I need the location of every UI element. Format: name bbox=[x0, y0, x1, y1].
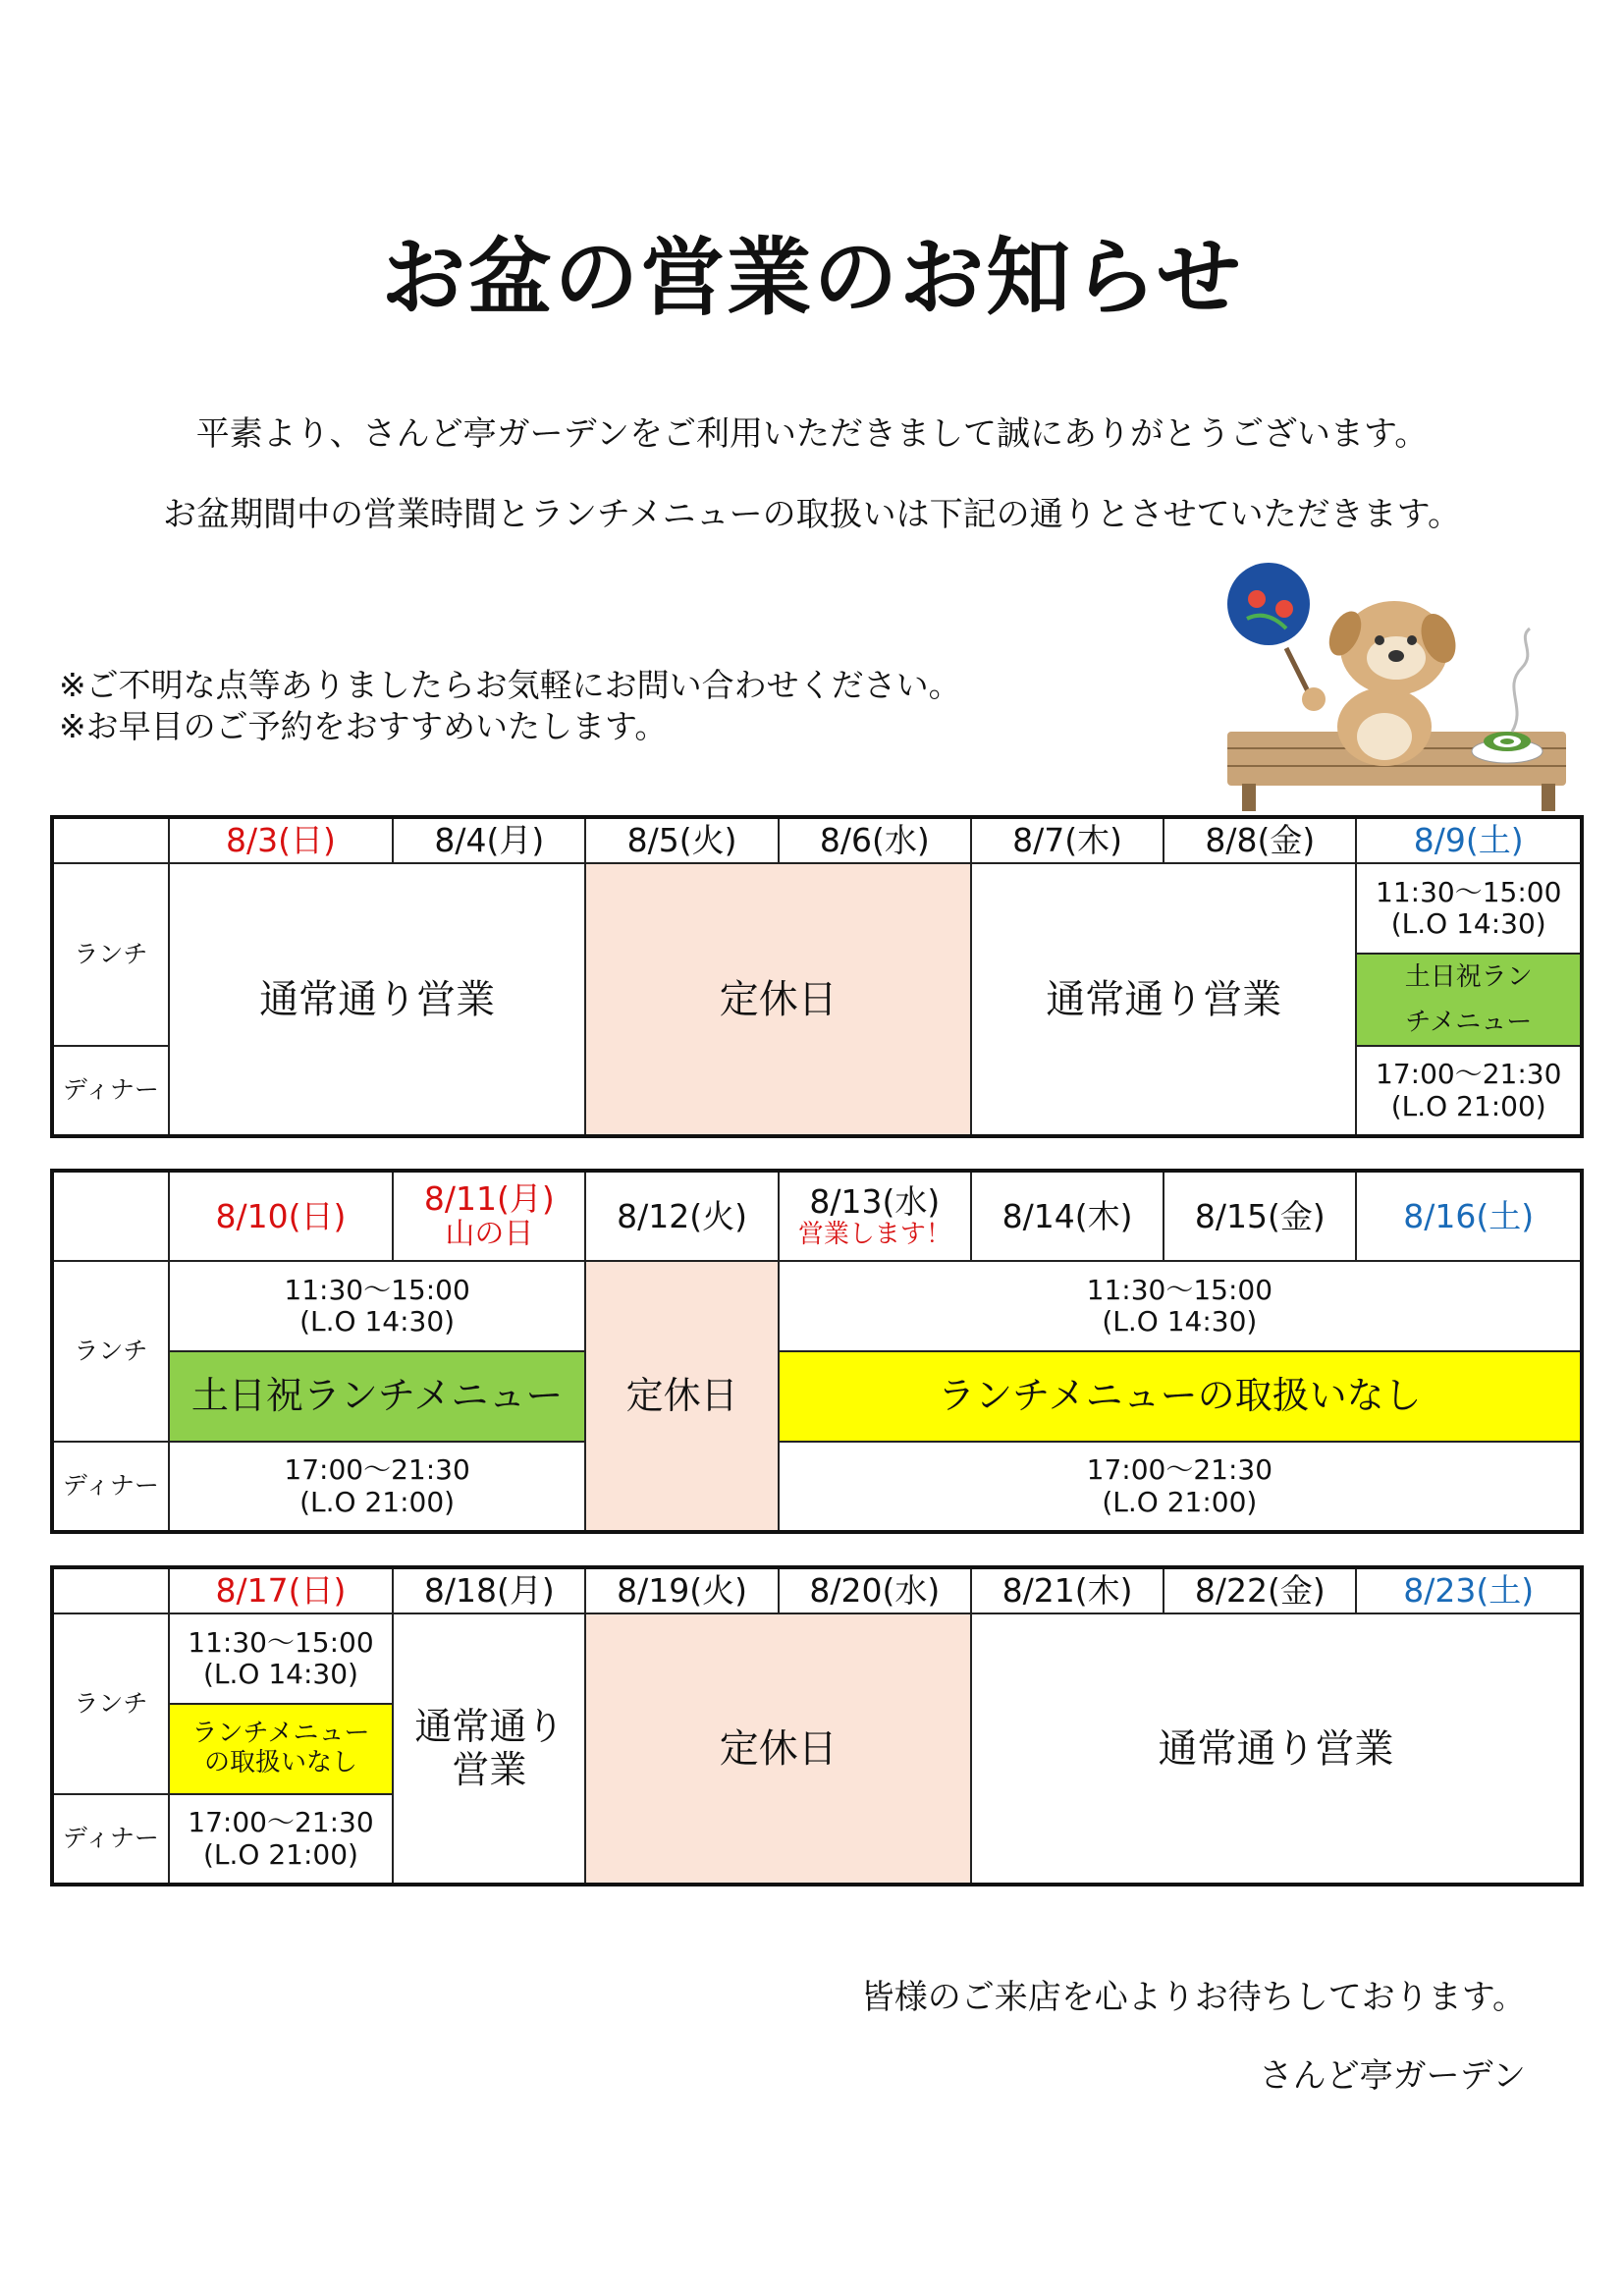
dinner-last-order: (L.O 21:00) bbox=[1102, 1485, 1258, 1518]
date-header: 8/14(木) bbox=[971, 1171, 1164, 1261]
dinner-time: 17:00〜21:30 bbox=[284, 1453, 470, 1487]
date-header: 8/8(金) bbox=[1164, 817, 1356, 863]
lunch-hours-cell bbox=[779, 1261, 1582, 1351]
date-header: 8/18(月) bbox=[393, 1567, 585, 1613]
row-label-lunch: ランチ bbox=[52, 863, 169, 1046]
row-label-lunch: ランチ bbox=[52, 1613, 169, 1794]
closing-message: 皆様のご来店を心よりお待ちしております。 bbox=[860, 1978, 1526, 2017]
row-label-dinner: ディナー bbox=[52, 1794, 169, 1885]
normal-line-1: 通常通り bbox=[414, 1704, 565, 1748]
date-header: 8/6(水) bbox=[779, 817, 971, 863]
normal-business-cell: 通常通り営業 bbox=[971, 1613, 1582, 1885]
date-header: 8/19(火) bbox=[585, 1567, 778, 1613]
dinner-last-order: (L.O 21:00) bbox=[1390, 1089, 1546, 1122]
date-header: 8/5(火) bbox=[585, 817, 778, 863]
date-header: 8/21(木) bbox=[971, 1567, 1164, 1613]
date-text: 8/13(水) bbox=[809, 1181, 941, 1221]
row-label-lunch: ランチ bbox=[52, 1261, 169, 1442]
date-header-holiday bbox=[393, 1171, 585, 1261]
date-header: 8/16(土) bbox=[1356, 1171, 1582, 1261]
date-text: 8/11(月) bbox=[423, 1179, 555, 1219]
lunch-time: 11:30〜15:00 bbox=[1376, 875, 1562, 908]
lunch-last-order: (L.O 14:30) bbox=[1390, 907, 1546, 940]
closed-day-cell: 定休日 bbox=[585, 863, 971, 1136]
date-header: 8/20(水) bbox=[779, 1567, 971, 1613]
schedule-week-1 bbox=[50, 815, 1584, 1138]
date-header: 8/7(木) bbox=[971, 817, 1164, 863]
lunch-last-order: (L.O 14:30) bbox=[202, 1658, 358, 1690]
normal-business-cell: 通常通り営業 bbox=[169, 863, 586, 1136]
schedule-week-2 bbox=[50, 1169, 1584, 1534]
dinner-hours-cell bbox=[1356, 1046, 1582, 1136]
dinner-time: 17:00〜21:30 bbox=[1086, 1453, 1273, 1487]
lunch-hours-cell bbox=[1356, 863, 1582, 954]
date-header: 8/22(金) bbox=[1164, 1567, 1356, 1613]
open-notice: 営業します！ bbox=[797, 1219, 951, 1249]
page-title: お盆の営業のお知らせ bbox=[381, 229, 1243, 327]
dog-bench-illustration bbox=[1218, 560, 1581, 815]
lunch-hours-cell bbox=[169, 1261, 586, 1351]
date-header: 8/17(日) bbox=[169, 1567, 393, 1613]
intro-line-1: 平素より、さんど亭ガーデンをご利用いただきまして誠にありがとうございます。 bbox=[195, 414, 1429, 454]
dinner-last-order: (L.O 21:00) bbox=[299, 1485, 456, 1518]
corner-cell bbox=[52, 1567, 169, 1613]
date-header: 8/10(日) bbox=[169, 1171, 393, 1261]
row-label-dinner: ディナー bbox=[52, 1046, 169, 1136]
lunch-last-order: (L.O 14:30) bbox=[1102, 1305, 1258, 1338]
date-header: 8/9(土) bbox=[1356, 817, 1582, 863]
normal-business-cell bbox=[393, 1613, 585, 1885]
note-line-2: ※お早目のご予約をおすすめいたします。 bbox=[59, 707, 668, 745]
dinner-time: 17:00〜21:30 bbox=[188, 1806, 374, 1839]
no-menu-line-1: ランチメニュー bbox=[191, 1719, 370, 1749]
corner-cell bbox=[52, 1171, 169, 1261]
normal-business-cell: 通常通り営業 bbox=[971, 863, 1357, 1136]
weekend-lunch-menu-cell bbox=[1356, 954, 1582, 1046]
lunch-hours-cell bbox=[169, 1613, 393, 1704]
lunch-time: 11:30〜15:00 bbox=[188, 1625, 374, 1659]
date-header: 8/4(月) bbox=[393, 817, 585, 863]
dinner-hours-cell bbox=[169, 1794, 393, 1885]
intro-line-2: お盆期間中の営業時間とランチメニューの取扱いは下記の通りとさせていただきます。 bbox=[163, 495, 1461, 534]
date-header: 8/3(日) bbox=[169, 817, 393, 863]
date-header-open bbox=[779, 1171, 971, 1261]
closed-day-cell: 定休日 bbox=[585, 1261, 778, 1532]
corner-cell bbox=[52, 817, 169, 863]
holiday-name: 山の日 bbox=[445, 1217, 534, 1252]
note-line-1: ※ご不明な点等ありましたらお気軽にお問い合わせください。 bbox=[59, 666, 961, 704]
date-header: 8/12(火) bbox=[585, 1171, 778, 1261]
no-lunch-menu-cell: ランチメニューの取扱いなし bbox=[779, 1351, 1582, 1442]
schedule-week-3 bbox=[50, 1565, 1584, 1886]
normal-line-2: 営業 bbox=[452, 1747, 527, 1791]
lunch-time: 11:30〜15:00 bbox=[1086, 1273, 1273, 1306]
date-header: 8/23(土) bbox=[1356, 1567, 1582, 1613]
signature: さんど亭ガーデン bbox=[1259, 2056, 1526, 2096]
weekend-menu-text: 土日祝ランチメニュー bbox=[1404, 962, 1533, 1037]
dinner-hours-cell bbox=[779, 1442, 1582, 1532]
date-header: 8/15(金) bbox=[1164, 1171, 1356, 1261]
weekend-lunch-menu-cell: 土日祝ランチメニュー bbox=[169, 1351, 586, 1442]
dinner-last-order: (L.O 21:00) bbox=[202, 1837, 358, 1871]
no-lunch-menu-cell bbox=[169, 1704, 393, 1794]
dinner-hours-cell bbox=[169, 1442, 586, 1532]
closed-day-cell: 定休日 bbox=[585, 1613, 971, 1885]
dinner-time: 17:00〜21:30 bbox=[1376, 1058, 1562, 1091]
no-menu-line-2: の取扱いなし bbox=[203, 1748, 357, 1777]
lunch-time: 11:30〜15:00 bbox=[284, 1273, 470, 1306]
lunch-last-order: (L.O 14:30) bbox=[299, 1305, 456, 1338]
row-label-dinner: ディナー bbox=[52, 1442, 169, 1532]
